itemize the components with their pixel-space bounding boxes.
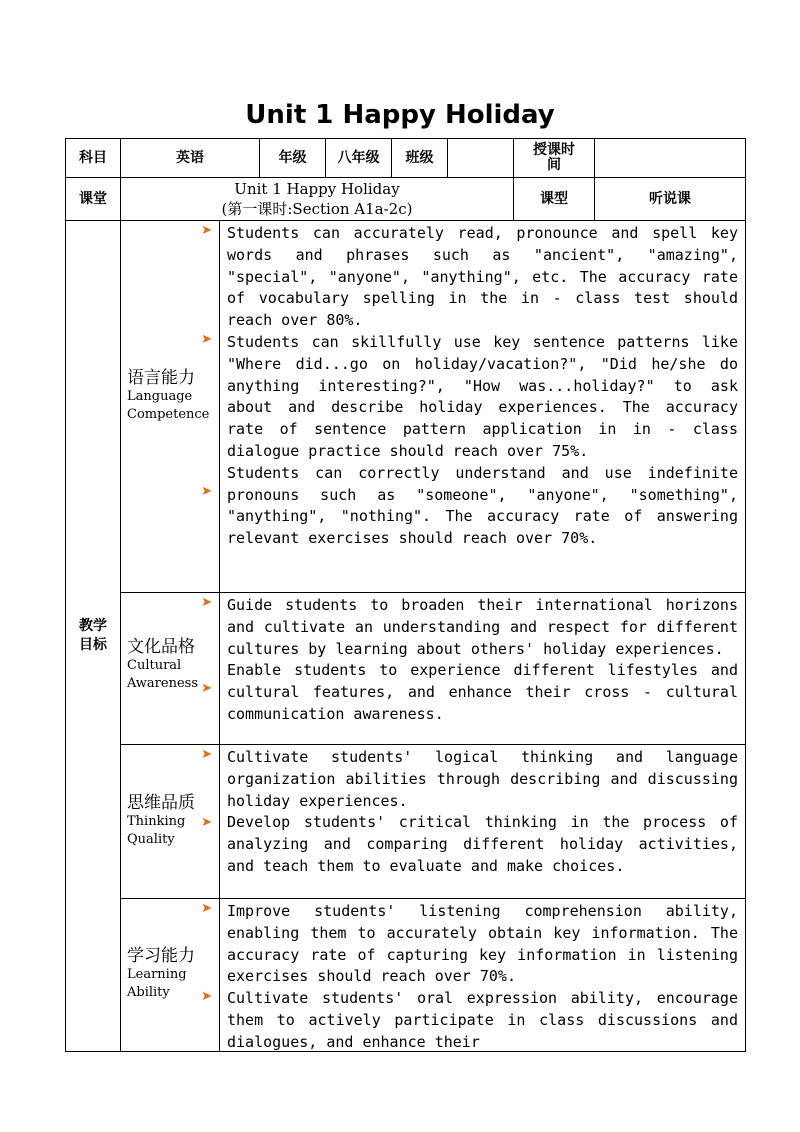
section-en2-learning: Ability <box>127 985 170 1000</box>
lesson-title-line1: Unit 1 Happy Holiday <box>234 180 400 198</box>
grade-value: 八年级 <box>326 139 392 178</box>
subject-value: 英语 <box>121 139 260 178</box>
orange-arrow-icon: ➤ <box>201 595 212 610</box>
section-label-learning <box>121 899 220 1052</box>
objective-item: Improve students' listening comprehension ability, enabling them to accurately obtain key information. The accuracy rate of capturing key information in listening exercises should reach over 70%. <box>227 902 738 986</box>
class-value <box>448 139 514 178</box>
section-content-cultural <box>220 593 746 745</box>
grade-label: 年级 <box>260 139 326 178</box>
orange-arrow-icon: ➤ <box>201 484 212 499</box>
objective-item: Students can skillfully use key sentence patterns like "Where did...go on holiday/vacation?", "Did he/she do anything interesting?", "How was...holiday?" to ask about and describe holiday experiences. The accuracy rate of sentence pattern application in in - class dialogue practice should reach over 75%. <box>227 332 738 460</box>
lesson-title-line2: (第一课时:Section A1a-2c) <box>221 200 413 218</box>
objective-row-language <box>66 221 746 593</box>
lesson-type-label: 课型 <box>514 178 595 221</box>
document-title: Unit 1 Happy Holiday <box>245 100 555 130</box>
lesson-time-label <box>514 139 595 178</box>
lesson-time-label-text: 授课时间 <box>533 142 575 173</box>
orange-arrow-icon: ➤ <box>201 681 212 696</box>
lesson-label: 课堂 <box>66 178 121 221</box>
objectives-label <box>66 221 121 1052</box>
section-en1-language: Language <box>127 389 193 404</box>
lesson-time-value <box>595 139 746 178</box>
orange-arrow-icon: ➤ <box>201 815 212 830</box>
section-label-language <box>121 221 220 593</box>
class-label: 班级 <box>392 139 448 178</box>
lesson-plan-table <box>65 138 746 1052</box>
section-en1-cultural: Cultural <box>127 658 182 673</box>
section-en2-cultural: Awareness <box>127 676 198 691</box>
section-label-cultural <box>121 593 220 745</box>
objective-item: Students can accurately read, pronounce and spell key words and phrases such as "ancient", "amazing", "special", "anyone", "anything", etc. The accuracy rate of vocabulary spelling in the in - class test should reach over 80%. <box>227 224 738 330</box>
objective-row-cultural <box>66 593 746 745</box>
section-name-cultural <box>127 637 198 693</box>
subject-label: 科目 <box>66 139 121 178</box>
section-cn-cultural: 文化品格 <box>127 637 195 657</box>
objective-row-learning <box>66 899 746 1052</box>
lesson-type-value: 听说课 <box>595 178 746 221</box>
section-content-thinking <box>220 745 746 899</box>
section-name-learning <box>127 946 195 1002</box>
lesson-title <box>121 178 514 221</box>
orange-arrow-icon: ➤ <box>201 901 212 916</box>
header-row <box>66 139 746 178</box>
orange-arrow-icon: ➤ <box>201 747 212 762</box>
section-cn-learning: 学习能力 <box>127 946 195 966</box>
section-content-language <box>220 221 746 593</box>
orange-arrow-icon: ➤ <box>201 332 212 347</box>
objective-item: Cultivate students' oral expression ability, encourage them to actively participate in class discussions and dialogues, and enhance their <box>227 989 738 1051</box>
section-en2-language: Competence <box>127 407 210 422</box>
section-en1-learning: Learning <box>127 967 187 982</box>
objective-item: Enable students to experience different lifestyles and cultural features, and enhance their cross - cultural communication awareness. <box>227 661 738 723</box>
section-name-thinking <box>127 793 195 849</box>
lesson-row <box>66 178 746 221</box>
objective-item: Guide students to broaden their international horizons and cultivate an understanding and respect for different cultures by learning about others' holiday experiences. <box>227 596 738 658</box>
section-en2-thinking: Quality <box>127 832 175 847</box>
section-cn-language: 语言能力 <box>127 368 195 388</box>
objective-item: Students can correctly understand and use indefinite pronouns such as "someone", "anyone", "something", "anything", "nothing". The accuracy rate of answering relevant exercises should reach over 70%. <box>227 463 738 548</box>
section-name-language <box>127 368 209 424</box>
section-label-thinking <box>121 745 220 899</box>
orange-arrow-icon: ➤ <box>201 989 212 1004</box>
objectives-label-text: 教学目标 <box>79 618 107 653</box>
section-en1-thinking: Thinking <box>127 814 186 829</box>
section-cn-thinking: 思维品质 <box>127 793 195 813</box>
objective-item: Cultivate students' logical thinking and language organization abilities through describing and discussing holiday experiences. <box>227 748 738 810</box>
objective-row-thinking <box>66 745 746 899</box>
objective-item: Develop students' critical thinking in the process of analyzing and comparing different holiday activities, and teach them to evaluate and make choices. <box>227 813 738 875</box>
section-content-learning <box>220 899 746 1052</box>
orange-arrow-icon: ➤ <box>201 223 212 238</box>
